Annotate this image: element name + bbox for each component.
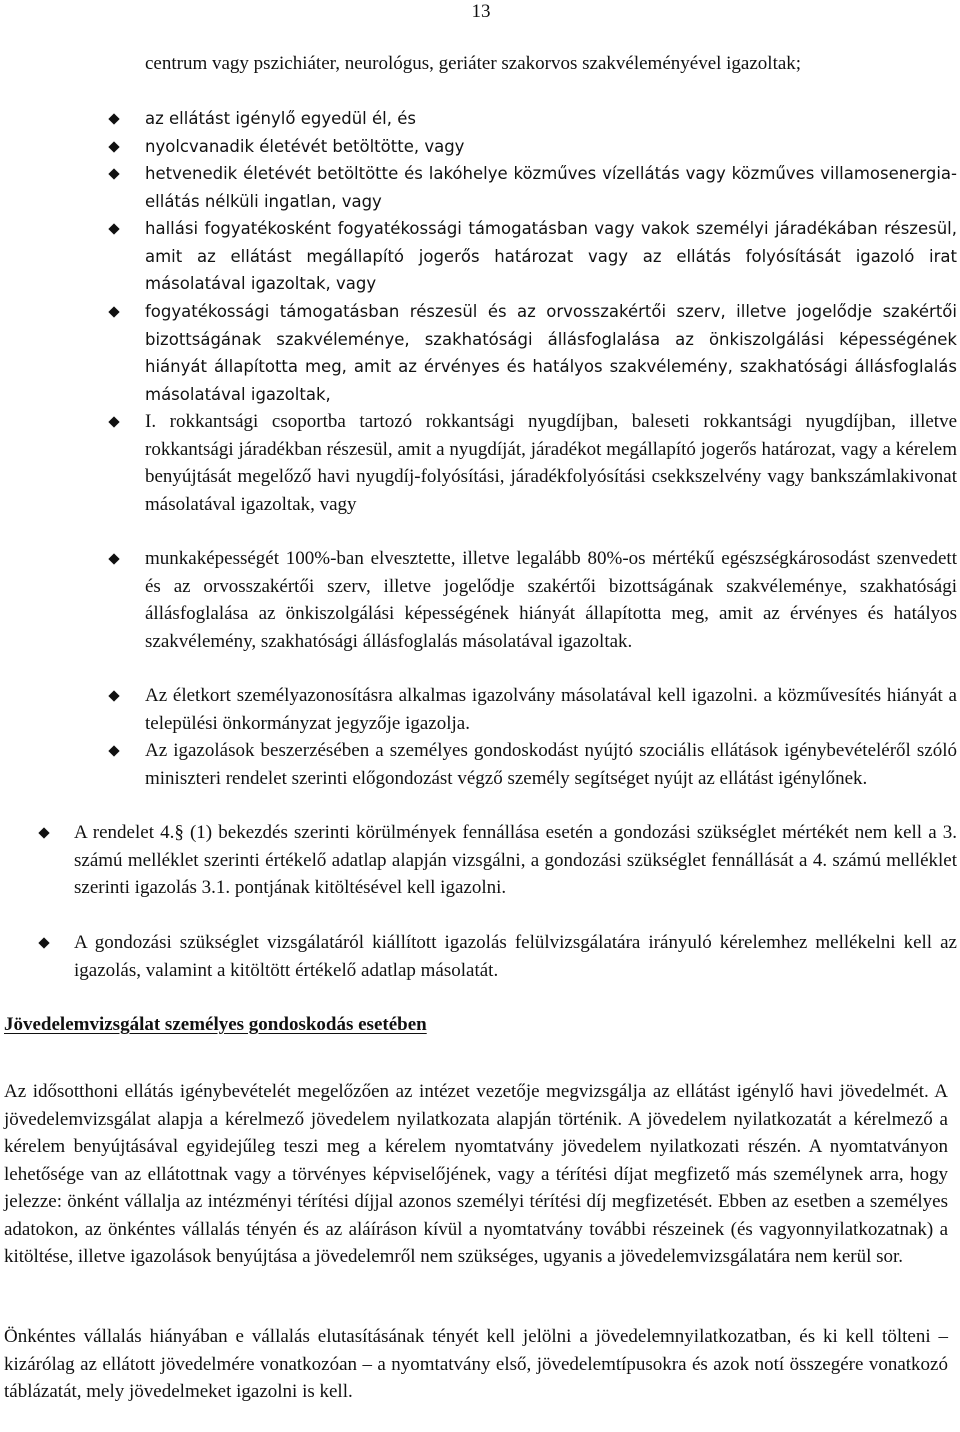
diamond-bullet-icon bbox=[108, 223, 119, 234]
sub-item-lives-alone: az ellátást igénylő egyedül él, és bbox=[145, 109, 416, 128]
sub-item-age-proof: Az életkort személyazonosításra alkalmas igazolvány másolatával kell igazolni. a közművesítés hiányát a települési önkormányzat jegyzője igazolja. bbox=[145, 685, 957, 734]
page-number: 13 bbox=[471, 1, 491, 22]
sub-item-pension: I. rokkantsági csoportba tartozó rokkantsági nyugdíjban, baleseti rokkantsági nyugdíjban, illetve rokkantsági járadékban részesül, amit a nyugdíját, járadékot megállapító jogerős határozat, vagy a kérelem benyújtását megelőző havi nyugdíj-folyósítási, járadékfolyósítási csekkszelvény vagy bankszámlakivonat másolatával igazoltak, vagy bbox=[145, 411, 957, 515]
diamond-bullet-icon bbox=[108, 745, 119, 756]
diamond-bullet-icon bbox=[108, 690, 119, 701]
body-paragraph-voluntary: Önkéntes vállalás hiányában e vállalás elutasításának tényét kell jelölni a jövedelemnyilatkozatban, és ki kell tölteni – kizárólag az ellátott jövedelmére vonatkozóan – a nyomtatvány első, jövedelemtípusokra és azok notí összegére vonatkozó táblázatát, mely jövedelmeket igazolni is kell. bbox=[4, 1326, 948, 1402]
body-paragraph-income: Az idősotthoni ellátás igénybevételét megelőzően az intézet vezetője megvizsgálja az ellátást igénylő havi jövedelmét. A jövedelemvizsgálat alapja a kérelmező jövedelem nyilatkozata alapján történik. A jövedelem nyilatkozatát a kérelmező a kérelem benyújtásával egyidejűleg teszi meg a kérelem nyomtatvány jövedelem nyilatkozati részén. A nyomtatványon lehetősége van az ellátottnak vagy a törvényes képviselőjének, vagy a térítési díjat megfizető más személynek arra, hogy jelezze: önként vállalja az intézményi térítési díjjal azonos személyi térítési díj megfizetését. Ebben az esetben a személyes adatokon, az önkéntes vállalás tényén és az aláíráson kívül a nyomtatvány további részeinek (és vagyonnyilatkozatnak) a kitöltése, illetve igazolások benyújtása a jövedelemről nem szükséges, ugyanis a jövedelemvizsgálatára nem kerül sor. bbox=[4, 1081, 948, 1267]
diamond-bullet-icon bbox=[108, 416, 119, 427]
sub-item-age-70: hetvenedik életévét betöltötte és lakóhelye közműves vízellátás vagy közműves villamosenergia-ellátás nélküli ingatlan, vagy bbox=[145, 164, 957, 211]
diamond-bullet-icon bbox=[38, 937, 49, 948]
diamond-bullet-icon bbox=[108, 141, 119, 152]
sub-item-continuation: centrum vagy pszichiáter, neurológus, geriáter szakorvos szakvéleményével igazoltak; bbox=[145, 53, 802, 74]
diamond-bullet-icon bbox=[108, 553, 119, 564]
sub-item-assistance: Az igazolások beszerzésében a személyes gondoskodást nyújtó szociális ellátások igénybevételéről szóló miniszteri rendelet szerinti előgondozást végző személy segítséget nyújt az ellátást igénylőnek. bbox=[145, 740, 957, 789]
diamond-bullet-icon bbox=[38, 827, 49, 838]
sub-item-age-80: nyolcvanadik életévét betöltötte, vagy bbox=[145, 137, 465, 156]
main-item-review: A gondozási szükséglet vizsgálatáról kiállított igazolás felülvizsgálatára irányuló kérelemhez mellékelni kell az igazolás, valamint a kitöltött értékelő adatlap másolatát. bbox=[74, 932, 957, 981]
main-item-regulation: A rendelet 4.§ (1) bekezdés szerinti körülmények fennállása esetén a gondozási szükséglet mértékét nem kell a 3. számú melléklet szerinti értékelő adatlap alapján vizsgálni, a gondozási szükséglet fennállását a 4. számú melléklet szerinti igazolás 3.1. pontjának kitöltésével kell igazolni. bbox=[74, 822, 957, 898]
sub-item-work-capacity: munkaképességét 100%-ban elvesztette, illetve legalább 80%-os mértékű egészségkárosodást szenvedett és az orvosszakértői szerv, illetve jogelődje szakértői bizottságának szakvéleménye, szakhatósági állásfoglalása az önkiszolgálási képességének hiányát állapította meg, amit az érvényes és hatályos szakvélemény, szakhatósági állásfoglalás másolatával igazoltak. bbox=[145, 548, 957, 652]
diamond-bullet-icon bbox=[108, 168, 119, 179]
section-heading: Jövedelemvizsgálat személyes gondoskodás esetében bbox=[4, 1014, 427, 1035]
diamond-bullet-icon bbox=[108, 113, 119, 124]
sub-item-disability: fogyatékossági támogatásban részesül és az orvosszakértői szerv, illetve jogelődje szakértői bizottságának szakvéleménye, szakhatósági állásfoglalása az önkiszolgálási képességének hiányát állapította meg, amit az érvényes és hatályos szakvélemény, szakhatósági állásfoglalás másolatával igazoltak, bbox=[145, 302, 957, 404]
sub-item-hearing: hallási fogyatékosként fogyatékossági támogatásban vagy vakok személyi járadékában részesül, amit az ellátást megállapító jogerős határozat vagy az ellátás folyósítását igazoló irat másolatával igazoltak, vagy bbox=[145, 219, 957, 293]
diamond-bullet-icon bbox=[108, 306, 119, 317]
